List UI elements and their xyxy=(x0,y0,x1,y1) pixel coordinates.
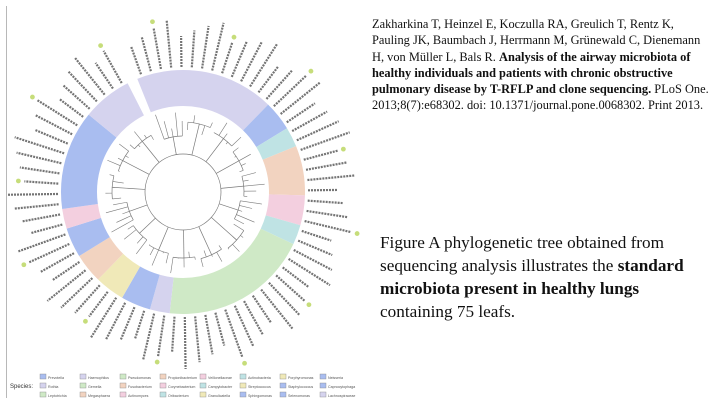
branch-terminal xyxy=(242,173,256,177)
legend-swatch xyxy=(240,392,246,397)
legend-label: Actinomyces xyxy=(128,394,149,398)
branch-terminal xyxy=(244,184,265,186)
legend-label: Neisseria xyxy=(328,376,343,380)
branch-terminal xyxy=(136,240,147,254)
legend-label: Veillonellaceae xyxy=(208,376,232,380)
branch-terminal xyxy=(194,115,195,123)
citation-title: Analysis of the airway microbiota of healthy individuals and patients with chronic obstructive pulmonary disease by T-RFLP and clone sequencing. xyxy=(372,49,691,97)
branch-terminal xyxy=(233,148,238,152)
leaf-marker xyxy=(307,302,312,307)
branch-spoke xyxy=(173,137,176,155)
branch-terminal xyxy=(125,156,128,158)
citation-authors: Zakharkina T, Heinzel E, Koczulla RA, Greulich T, Rentz K, Pauling JK, Baumbach J, Herrmann M, Grünewald C, Dienemann H, von Müller L, Bals R. xyxy=(372,17,701,64)
legend-label: Leptotrichia xyxy=(48,394,67,398)
branch-spoke xyxy=(123,161,150,175)
figure-border xyxy=(6,6,7,398)
branch-terminal xyxy=(243,180,249,181)
leaf-label xyxy=(135,311,144,340)
branch-spoke xyxy=(129,205,147,211)
leaf-label xyxy=(22,214,60,221)
branch-spoke xyxy=(199,227,212,255)
branch-terminal xyxy=(137,237,143,244)
branch-terminal xyxy=(152,250,159,265)
legend-swatch xyxy=(240,383,246,388)
branch-terminal xyxy=(134,132,142,142)
legend-label: Oribacterium xyxy=(168,394,189,398)
leaf-marker xyxy=(242,361,247,366)
legend-swatch xyxy=(320,383,326,388)
leaf-label xyxy=(131,46,141,74)
leaf-label xyxy=(305,221,352,232)
leaf-marker xyxy=(83,319,88,324)
clade-color-ring xyxy=(61,70,305,314)
legend-label: Prevotella xyxy=(48,376,64,380)
branch-terminal xyxy=(235,156,236,157)
branch-terminal xyxy=(116,216,131,223)
legend-swatch xyxy=(280,374,286,379)
leaf-label xyxy=(192,30,195,67)
branch-terminal xyxy=(151,135,153,139)
leaf-label xyxy=(195,316,199,362)
clade-sector xyxy=(170,229,294,314)
leaf-label xyxy=(47,270,85,301)
branch-terminal xyxy=(234,224,244,230)
leaf-label xyxy=(215,313,224,346)
legend-swatch xyxy=(200,392,206,397)
leaf-label xyxy=(68,71,97,101)
branch-terminal xyxy=(239,205,252,208)
legend-swatch xyxy=(160,392,166,397)
leaf-label xyxy=(30,225,62,234)
legend-swatch xyxy=(40,392,46,397)
branch-terminal xyxy=(238,210,242,211)
leaf-marker xyxy=(355,231,360,236)
leaf-label xyxy=(172,317,174,352)
branch-terminal xyxy=(175,113,177,137)
leaf-label xyxy=(298,241,332,255)
branch-terminal xyxy=(223,134,227,139)
branch-terminal xyxy=(202,126,205,135)
legend-label: Propionibacterium xyxy=(168,376,197,380)
legend-label: Porphyromonas xyxy=(288,376,314,380)
branch-terminal xyxy=(187,122,188,130)
leaf-label xyxy=(167,20,172,68)
phylogenetic-tree-diagram xyxy=(6,6,360,400)
caption-text-before: Figure A phylogenetic tree obtained from sequencing analysis illustrates the xyxy=(380,233,664,275)
legend-label: Rothia xyxy=(48,385,59,389)
branch-terminal xyxy=(113,202,127,205)
legend-swatch xyxy=(120,374,126,379)
legend-swatch xyxy=(240,374,246,379)
leaf-label xyxy=(307,176,354,181)
branch-terminal xyxy=(189,252,190,258)
leaf-label xyxy=(306,163,346,170)
legend-swatch xyxy=(200,374,206,379)
branch-terminal xyxy=(233,236,237,240)
figure-caption xyxy=(380,231,710,323)
branch-terminal xyxy=(239,170,243,171)
branch-terminal xyxy=(212,255,213,257)
branch-terminal xyxy=(119,144,128,151)
leaf-label xyxy=(154,28,161,69)
branch-terminal xyxy=(138,145,140,147)
leaf-label xyxy=(302,231,331,241)
legend-label: Corynebacterium xyxy=(168,385,196,389)
branch-spoke xyxy=(206,139,224,162)
tree-branches xyxy=(105,113,264,274)
branch-spoke xyxy=(142,141,159,162)
branch-terminal xyxy=(122,211,129,214)
legend-heading: Species: xyxy=(10,384,34,390)
branch-terminal xyxy=(210,123,212,128)
leaf-marker xyxy=(21,262,26,267)
phylogenetic-tree-figure xyxy=(6,6,360,400)
branch-spoke xyxy=(159,227,169,250)
legend-swatch xyxy=(80,374,86,379)
legend-label: Lachnospiraceae xyxy=(328,394,356,398)
legend-label: Selenomonas xyxy=(288,394,310,398)
leaf-label xyxy=(266,70,292,99)
leaf-label xyxy=(20,167,60,173)
branch-terminal xyxy=(106,207,128,213)
branch-terminal xyxy=(234,219,244,224)
legend-swatch xyxy=(200,383,206,388)
leaf-label xyxy=(61,278,92,308)
leaf-label xyxy=(304,151,338,160)
leaf-label xyxy=(17,153,62,164)
branch-terminal xyxy=(171,257,173,273)
legend-label: Haemophilus xyxy=(88,376,109,380)
leaf-label xyxy=(250,44,277,86)
leaf-label xyxy=(158,316,164,357)
branch-terminal xyxy=(150,248,154,255)
branch-terminal xyxy=(219,123,227,136)
legend-swatch xyxy=(40,383,46,388)
branch-spoke xyxy=(192,124,199,155)
branch-spoke xyxy=(216,161,239,174)
legend-label: Gemella xyxy=(88,385,102,389)
branch-terminal xyxy=(124,230,136,240)
leaf-label xyxy=(35,130,67,144)
leaf-label xyxy=(18,234,65,251)
leaf-label xyxy=(14,204,59,208)
citation xyxy=(372,16,714,114)
legend-label: Sphingomonas xyxy=(248,394,272,398)
leaf-label xyxy=(143,314,154,360)
leaf-label xyxy=(38,100,78,125)
leaf-label xyxy=(274,75,307,106)
branch-terminal xyxy=(172,129,173,137)
legend-label: Granulicatella xyxy=(208,394,230,398)
branch-terminal xyxy=(128,226,133,230)
branch-terminal xyxy=(130,145,134,149)
legend-swatch xyxy=(320,392,326,397)
legend-swatch xyxy=(320,374,326,379)
clade-sector xyxy=(137,70,268,130)
branch-terminal xyxy=(239,154,251,161)
branch-terminal xyxy=(228,248,229,249)
branch-terminal xyxy=(240,201,262,204)
branch-terminal xyxy=(111,220,133,232)
branch-terminal xyxy=(164,121,168,138)
leaf-label xyxy=(59,99,83,117)
leaf-label xyxy=(202,26,209,68)
branch-terminal xyxy=(110,175,114,176)
leaf-marker xyxy=(150,19,155,24)
branch-spoke xyxy=(219,204,238,210)
legend-swatch xyxy=(160,383,166,388)
leaf-label xyxy=(232,42,247,77)
leaf-label xyxy=(281,82,321,114)
leaf-marker xyxy=(155,360,160,365)
branch-terminal xyxy=(155,115,164,139)
branch-terminal xyxy=(217,252,222,261)
leaf-marker xyxy=(98,43,103,48)
branch-terminal xyxy=(241,164,245,166)
leaf-label xyxy=(307,211,349,217)
leaf-label xyxy=(185,317,186,369)
legend-label: Fusobacterium xyxy=(128,385,152,389)
leaf-marker xyxy=(309,69,314,74)
leaf-label xyxy=(121,307,135,340)
leaf-label xyxy=(75,285,100,313)
legend-label: Capnocytophaga xyxy=(328,385,356,389)
branch-terminal xyxy=(118,158,123,160)
leaf-marker xyxy=(30,95,35,100)
leaf-label xyxy=(212,23,223,71)
legend-label: Pseudomonas xyxy=(128,376,151,380)
branch-terminal xyxy=(204,251,206,257)
citation-source: PLoS One. 2013;8(7):e68302. doi: 10.1371/journal.pone.0068302. Print 2013. xyxy=(372,82,709,113)
legend-swatch xyxy=(120,383,126,388)
branch-terminal xyxy=(113,181,124,183)
branch-terminal xyxy=(232,137,241,146)
leaf-label xyxy=(261,290,292,329)
branch-terminal xyxy=(112,198,121,199)
tree-root-ring xyxy=(145,154,221,230)
legend-swatch xyxy=(40,374,46,379)
leaf-label xyxy=(276,275,304,300)
leaf-label xyxy=(205,315,212,354)
legend-swatch xyxy=(280,392,286,397)
leaf-label xyxy=(91,298,117,339)
branch-terminal xyxy=(226,142,228,144)
leaf-label xyxy=(308,201,344,203)
leaf-label xyxy=(289,259,330,285)
branch-terminal xyxy=(201,259,203,267)
branch-terminal xyxy=(219,245,222,249)
branch-terminal xyxy=(166,253,168,263)
legend-label: Staphylococcus xyxy=(288,385,314,389)
legend-swatch xyxy=(280,383,286,388)
leaf-marker xyxy=(232,35,237,40)
leaf-label xyxy=(7,194,58,195)
branch-terminal xyxy=(144,135,146,138)
species-legend xyxy=(10,374,355,398)
legend-swatch xyxy=(160,374,166,379)
leaf-marker xyxy=(16,179,21,184)
leaf-label xyxy=(269,283,299,315)
branch-spoke xyxy=(112,187,145,189)
legend-label: Streptococcus xyxy=(248,385,271,389)
leaf-label xyxy=(24,181,58,183)
leaf-label xyxy=(142,36,151,71)
legend-swatch xyxy=(80,383,86,388)
legend-label: Actinobacteria xyxy=(248,376,271,380)
branch-terminal xyxy=(240,235,243,237)
leaf-marker xyxy=(341,147,346,152)
caption-text-after: containing 75 leafs. xyxy=(380,302,516,321)
legend-label: Campylobacter xyxy=(208,385,233,389)
leaf-label xyxy=(75,57,105,94)
legend-swatch xyxy=(120,392,126,397)
branch-terminal xyxy=(107,160,120,165)
leaf-label xyxy=(15,137,64,153)
leaf-label xyxy=(222,43,232,73)
branch-spoke xyxy=(221,186,244,188)
legend-swatch xyxy=(80,392,86,397)
leaf-label xyxy=(96,63,113,89)
branch-spoke xyxy=(139,218,155,233)
branch-terminal xyxy=(195,257,196,260)
branch-terminal xyxy=(233,244,240,251)
legend-label: Megasphaera xyxy=(88,394,110,398)
caption-bold-phrase: standard microbiota present in healthy lungs xyxy=(380,256,684,298)
